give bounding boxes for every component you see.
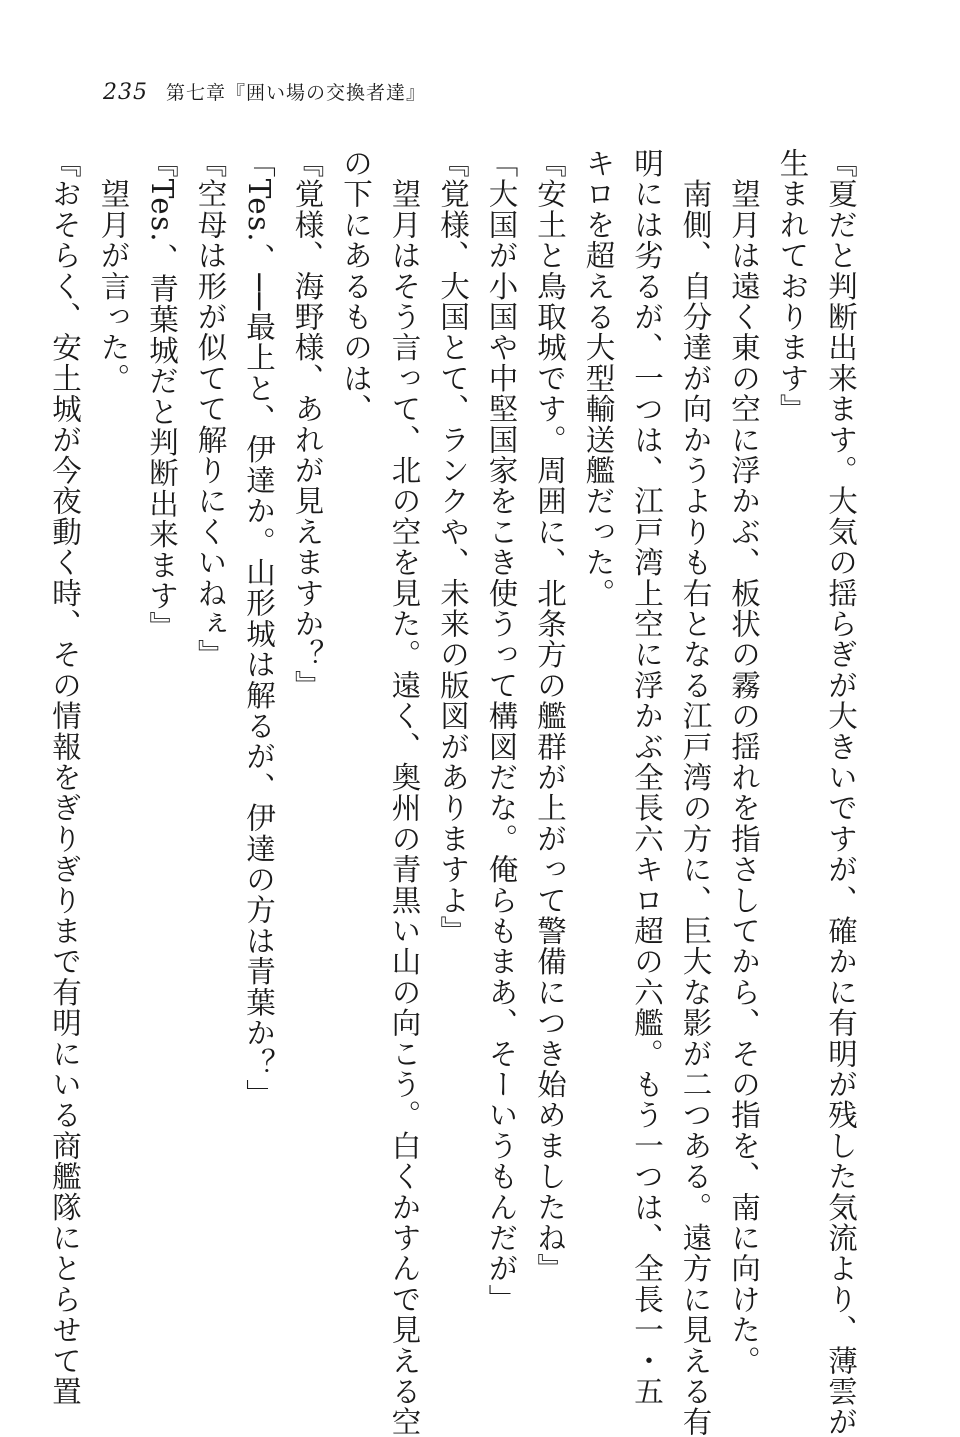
- text-line: 「Tes.、──最上と、伊達か。山形城は解るが、伊達の方は青葉か？」: [242, 148, 276, 1110]
- body-text: [48, 148, 865, 1437]
- text-line: 『覚様、大国とて、ランクや、未来の版図がありますよ』: [436, 148, 470, 947]
- text-line: 「大国が小国や中堅国家をこき使うって構図だな。俺らもまあ、そーいうもんだが」: [484, 148, 519, 1315]
- text-line: の下にあるものは、: [339, 148, 373, 425]
- text-line: 南側、自分達が向かうよりも右となる江戸湾の方に、巨大な影が二つある。遠方に見える有: [678, 148, 713, 1437]
- text-line: 生まれております』: [775, 148, 810, 425]
- page-number: 235: [103, 80, 148, 105]
- chapter-title: 第七章『囲い場の交換者達』: [166, 82, 427, 104]
- text-line: 望月が言った。: [96, 148, 131, 394]
- text-line: 望月はそう言って、北の空を見た。遠く、奥州の青黒い山の向こう。白くかすんで見える空: [387, 148, 422, 1437]
- text-line: 『空母は形が似てて解りにくいねぇ』: [193, 148, 228, 670]
- text-line: 明には劣るが、一つは、江戸湾上空に浮かぶ全長六キロ超の六艦。もう一つは、全長一・五: [630, 148, 664, 1407]
- text-line: 『安土と鳥取城です。周囲に、北条方の艦群が上がって警備につき始めましたね』: [533, 148, 567, 1284]
- page-header: [103, 78, 426, 108]
- text-line: キロを超える大型輸送艦だった。: [581, 148, 616, 609]
- text-line: 『覚様、海野様、あれが見えますか？』: [290, 148, 325, 701]
- text-line: 『おそらく、安土城が今夜動く時、その情報をぎりぎりまで有明にいる商艦隊にとらせて置: [48, 148, 82, 1407]
- text-line: 『Tes.、青葉城だと判断出来ます』: [145, 148, 179, 642]
- text-line: 望月は遠く東の空に浮かぶ、板状の霧の揺れを指さしてから、その指を、南に向けた。: [727, 148, 761, 1376]
- text-line: 『夏だと判断出来ます。大気の揺らぎが大きいですが、確かに有明が残した気流より、薄雲が: [824, 148, 858, 1437]
